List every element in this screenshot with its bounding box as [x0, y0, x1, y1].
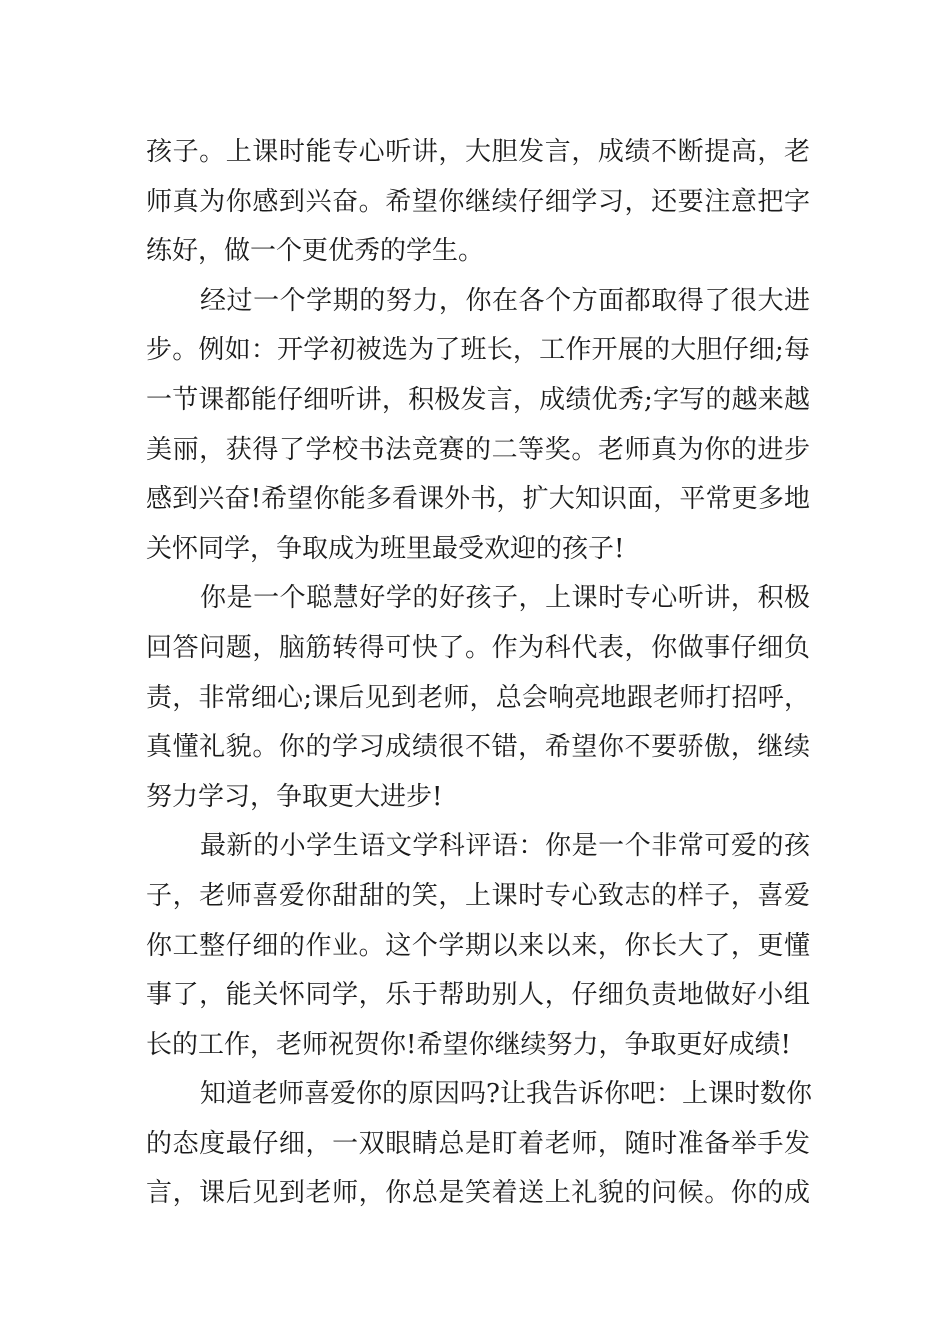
text-line: 事了，能关怀同学，乐于帮助别人，仔细负责地做好小组 — [146, 980, 810, 1011]
text-line: 练好，做一个更优秀的学生。 — [146, 236, 485, 267]
text-line: 关怀同学，争取成为班里最受欢迎的孩子! — [146, 533, 625, 564]
text-line: 师真为你感到兴奋。希望你继续仔细学习，还要注意把字 — [146, 186, 810, 217]
text-line: 言，课后见到老师，你总是笑着送上礼貌的问候。你的成 — [146, 1178, 810, 1209]
text-line: 回答问题，脑筋转得可快了。作为科代表，你做事仔细负 — [146, 632, 810, 663]
document-body — [146, 128, 810, 1219]
text-line: 一节课都能仔细听讲，积极发言，成绩优秀;字写的越来越 — [146, 384, 810, 415]
text-line: 美丽，获得了学校书法竞赛的二等奖。老师真为你的进步 — [146, 434, 810, 465]
paragraph-first-line: 经过一个学期的努力，你在各个方面都取得了很大进 — [200, 285, 810, 316]
text-line: 步。例如：开学初被选为了班长，工作开展的大胆仔细;每 — [146, 335, 810, 366]
text-line: 子，老师喜爱你甜甜的笑，上课时专心致志的样子，喜爱 — [146, 880, 810, 911]
text-line: 你工整仔细的作业。这个学期以来以来，你长大了，更懂 — [146, 930, 810, 961]
text-line: 孩子。上课时能专心听讲，大胆发言，成绩不断提高，老 — [146, 137, 810, 167]
text-line: 感到兴奋!希望你能多看课外书，扩大知识面，平常更多地 — [146, 484, 810, 515]
paragraph-first-line: 知道老师喜爱你的原因吗?让我告诉你吧：上课时数你 — [200, 1079, 812, 1110]
paragraph-first-line: 你是一个聪慧好学的好孩子，上课时专心听讲，积极 — [200, 583, 810, 614]
text-line: 责，非常细心;课后见到老师，总会响亮地跟老师打招呼， — [146, 682, 810, 713]
text-line: 长的工作，老师祝贺你!希望你继续努力，争取更好成绩! — [146, 1029, 791, 1060]
text-line: 的态度最仔细，一双眼睛总是盯着老师，随时准备举手发 — [146, 1128, 810, 1159]
paragraph-first-line: 最新的小学生语文学科评语：你是一个非常可爱的孩 — [200, 831, 810, 862]
text-line: 努力学习，争取更大进步! — [146, 781, 443, 812]
text-line: 真懂礼貌。你的学习成绩很不错，希望你不要骄傲，继续 — [146, 732, 810, 763]
